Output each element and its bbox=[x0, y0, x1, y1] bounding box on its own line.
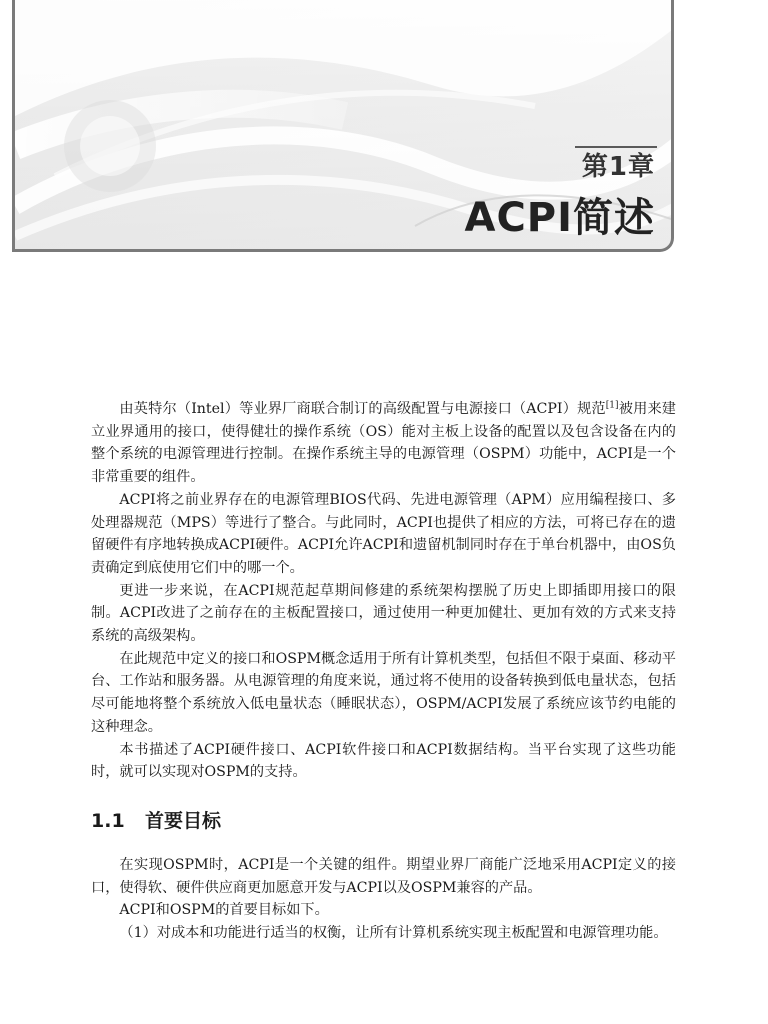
paragraph: 更进一步来说，在ACPI规范起草期间修建的系统架构摆脱了历史上即插即用接口的限制。ACPI改进了之前存在的主板配置接口，通过使用一种更加健壮、更加有效的方式来支持系统的高级架构。 bbox=[91, 582, 676, 645]
section-heading bbox=[91, 808, 676, 834]
reference-marker[interactable]: [1] bbox=[605, 400, 619, 411]
paragraph: 在此规范中定义的接口和OSPM概念适用于所有计算机类型，包括但不限于桌面、移动平台、工作站和服务器。从电源管理的角度来说，通过将不使用的设备转换到低电量状态，包括尽可能地将整个系统放入低电量状态（睡眠状态），OSPM/ACPI发展了系统应该节约电能的这种理念。 bbox=[91, 650, 676, 735]
chapter-number: 第1章 bbox=[581, 152, 655, 182]
paragraph: 本书描述了ACPI硬件接口、ACPI软件接口和ACPI数据结构。当平台实现了这些功能时，就可以实现对OSPM的支持。 bbox=[91, 741, 676, 781]
paragraph-text: 由英特尔（Intel）等业界厂商联合制订的高级配置与电源接口（ACPI）规范 bbox=[119, 401, 606, 417]
paragraph: ACPI和OSPM的首要目标如下。 bbox=[119, 902, 329, 919]
paragraph: 在实现OSPM时，ACPI是一个关键的组件。期望业界厂商能广泛地采用ACPI定义的接口，使得软、硬件供应商更加愿意开发与ACPI以及OSPM兼容的产品。 bbox=[91, 856, 676, 896]
paragraph-text: 被用来建立业界通用的接口，使得健壮的操作系统（OS）能对主板上设备的配置以及包含设备在内的整个系统的电源管理进行控制。在操作系统主导的电源管理（OSPM）功能中，ACPI是一个非常重要的组件。 bbox=[91, 401, 676, 486]
chapter-body bbox=[91, 398, 676, 945]
paragraph bbox=[91, 398, 676, 489]
section-number: 1.1 bbox=[91, 809, 125, 832]
chapter-title: ACPI简述 bbox=[464, 195, 655, 241]
section-title: 首要目标 bbox=[145, 809, 222, 832]
paragraph: ACPI将之前业界存在的电源管理BIOS代码、先进电源管理（APM）应用编程接口、多处理器规范（MPS）等进行了整合。与此同时，ACPI也提供了相应的方法，可将已存在的遗留硬件有序地转换成ACPI硬件。ACPI允许ACPI和遗留机制同时存在于单台机器中，由OS负责确定到底使用它们中的哪一个。 bbox=[91, 491, 676, 576]
list-item: （1）对成本和功能进行适当的权衡，让所有计算机系统实现主板配置和电源管理功能。 bbox=[119, 925, 668, 942]
chapter-header bbox=[12, 0, 674, 252]
